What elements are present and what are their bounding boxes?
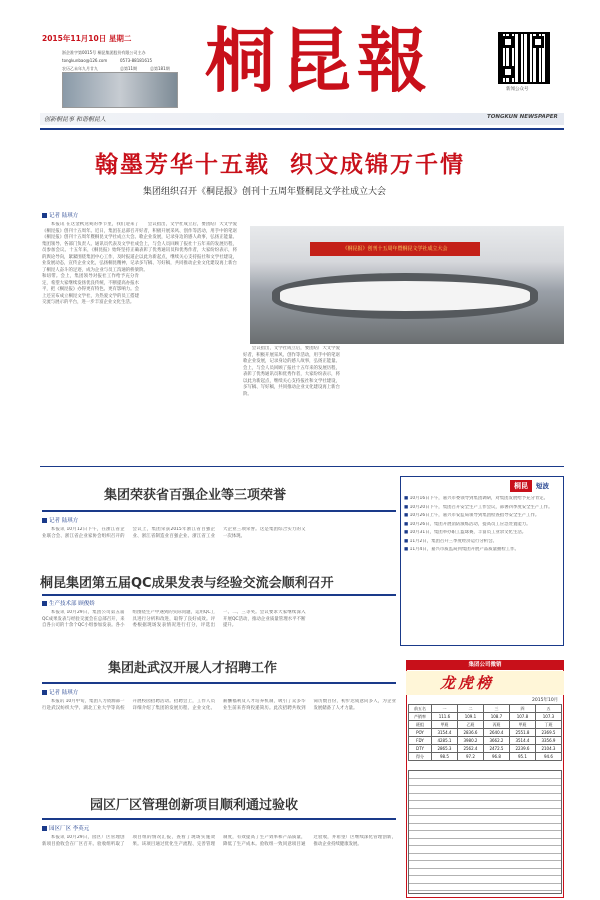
table-row: 班组 甲班 乙班 丙班 甲班 丁班 bbox=[409, 721, 562, 729]
qr-corner bbox=[502, 66, 514, 78]
story-3-byline: 记者 陆琪方 bbox=[42, 688, 78, 696]
meeting-banner: 《桐昆报》创刊十五周年暨桐昆文学社成立大会 bbox=[310, 242, 480, 256]
story-3-text: 本报讯 10月中旬，集团人力资源部一行赴武汉纺织大学、湖北工业大学等高校开展校园招聘活动。招聘会上，工作人员详细介绍了集团的发展历程、企业文化、薪酬福利及人才培养机制，吸引了众多毕业生前来咨询投递简历。此次招聘共收到简历数百份，初步达成意向多人，为企业发展储备了人才力量。 bbox=[42, 699, 396, 711]
lead-byline: 记者 陆琪方 bbox=[42, 211, 78, 219]
total-issue-number: 总第181期 bbox=[150, 66, 170, 71]
brief-label: 桐昆 bbox=[510, 480, 532, 492]
story-1-headline: 集团荣获省百强企业等三项荣誉 bbox=[104, 488, 287, 503]
story-2-headline: 桐昆集团第五届QC成果发表与经验交流会顺利召开 bbox=[40, 576, 334, 591]
story-2-text: 本报讯 10月29日，集团公司第五届QC成果发表与经验交流会在总部召开，来自各公司的十余个QC小组参加发表。各小组围绕生产中遇到的实际问题，运用QC工具进行分析和改进，取得了良好成效。评委根据现场发表情况进行打分，评选出一、二、三等奖。会议要求大家继续深入开展QC活动，推动企业质量管理水平不断提升。 bbox=[42, 610, 306, 628]
issue-date: 2015年11月10日 星期二 bbox=[42, 34, 132, 43]
newspaper-logo: 桐昆報 bbox=[205, 19, 433, 102]
brief-item: ■ 11月4日，嘉兴市质监局到集团开展产品质量抽检工作。 bbox=[404, 547, 519, 552]
lead-text-column-2: 会议指出，文学社成立后，要团结广大文学爱好者，积极开展采风、创作等活动，用手中的笔讴歌企业发展，记录身边的感人故事，弘扬正能量。会上，与会人员回顾了报社十五年来的发展历程，表彰了优秀通讯员和优秀作者，大家纷纷表示，将以此为新起点，继续关心支持报社和文学社建设，多写稿、写好稿，共同推动企业文化建设再上新台阶。 bbox=[139, 222, 237, 273]
brief-tag: 短波 bbox=[536, 482, 549, 490]
brief-list bbox=[404, 496, 560, 642]
slogan: 创新桐昆事 和谐桐昆人 bbox=[44, 116, 106, 123]
story-4-text: 本报讯 10月29日，园区厂区管理创新项目验收会在厂区召开。验收组听取了项目组的情况汇报，查看了现场实施效果。该项目通过优化生产流程、完善管理制度，有效提高了生产效率和产品质量，降低了生产成本。验收组一致同意项目通过验收，并希望厂区继续深化管理创新，推动企业持续健康发展。 bbox=[42, 835, 396, 847]
brief-item: ■ 11月2日，集团召开三季度经济运行分析会。 bbox=[404, 538, 497, 544]
story-4-headline: 园区厂区管理创新项目顺利通过验收 bbox=[90, 798, 299, 813]
brief-item: ■ 10月26日上午，嘉兴市安监局领导到集团检查指导安全生产工作。 bbox=[404, 513, 540, 518]
story-4-rule bbox=[42, 818, 396, 820]
english-title: TONGKUN NEWSPAPER bbox=[487, 114, 558, 120]
lead-rule bbox=[40, 466, 564, 467]
brief-item: ■ 10月31日，集团举办职工篮球赛，丰富员工业余文化生活。 bbox=[404, 530, 527, 535]
story-3-headline: 集团赴武汉开展人才招聘工作 bbox=[108, 661, 278, 676]
table-row: 前五名 一 二 三 四 五 bbox=[409, 705, 562, 713]
lead-text-column-1: 本报讯 在这金秋送爽的季节里，我们迎来了《桐昆报》创刊十五周年。近日，集团在总部召开《桐昆报》创刊十五周年暨桐昆文学社成立大会。集团领导、各部门负责人、通讯员代表及文学社成员参加会议。十五年来，《桐昆报》始终坚持正确的舆论导向，紧紧围绕集团中心工作，及时报道企业发展动态，宣传企业文化，弘扬桐昆精神，记录了桐昆人奋斗的足迹，成为企业与员工沟通的桥梁和纽带。会上，集团领导对报社工作给予充分肯定，希望大家继续发扬优良传统，不断提高办报水平，把《桐昆报》办得更有特色、更有影响力。会上还宣布成立桐昆文学社，为热爱文学的员工搭建交流与展示的平台，进一步丰富企业文化生活。 bbox=[42, 222, 139, 305]
brief-item: ■ 10月26日，集团开展消防演练活动，提高员工应急处置能力。 bbox=[404, 521, 531, 527]
story-1-rule bbox=[42, 510, 396, 512]
story-4-byline: 园区厂区 李英元 bbox=[42, 824, 89, 832]
conference-table bbox=[280, 281, 530, 311]
brief-item: ■ 10月16日下午，嘉兴市委领导到集团调研，对集团发展给予充分肯定。 bbox=[404, 496, 549, 501]
lunar-date: 农历乙未年九月廿九 bbox=[62, 66, 98, 71]
brief-item: ■ 10月20日下午，集团召开安全生产工作会议，部署四季度安全生产工作。 bbox=[404, 504, 553, 510]
lead-text-column-3: 会议指出，文学社成立后，要团结广大文学爱好者，积极开展采风、创作等活动，用手中的笔讴歌企业发展，记录身边的感人故事，弘扬正能量。会上，与会人员回顾了报社十五年来的发展历程，表彰了优秀通讯员和优秀作者，大家纷纷表示，将以此为新起点，继续关心支持报社和文学社建设，多写稿、写好稿，共同推动企业文化建设再上新台阶。 bbox=[243, 346, 340, 397]
story-2-rule bbox=[42, 594, 396, 596]
factory-photo bbox=[62, 72, 178, 108]
table-row: POY 3154.4 2836.6 2640.4 2551.8 2369.5 bbox=[409, 729, 562, 737]
table-row: 得分 98.5 97.2 96.8 95.1 94.6 bbox=[409, 753, 562, 761]
story-2-byline: 生产技术部 顾俊娇 bbox=[42, 599, 95, 607]
table-row: 产销率 111.6 109.1 108.7 107.8 107.3 bbox=[409, 713, 562, 721]
ranking-table bbox=[408, 704, 562, 761]
qr-caption: 新闻公众号 bbox=[506, 87, 529, 92]
qr-corner bbox=[532, 36, 544, 48]
table-row: FDY 4285.1 3980.2 3662.2 3514.4 3356.9 bbox=[409, 737, 562, 745]
lead-subtitle: 集团组织召开《桐昆报》创刊十五周年暨桐昆文学社成立大会 bbox=[143, 187, 387, 197]
ranking-table-continuation bbox=[408, 770, 562, 894]
ranking-header-band: 集团公司微销 bbox=[406, 660, 564, 670]
slogan-band bbox=[40, 113, 564, 125]
story-3-rule bbox=[42, 682, 396, 684]
issue-number: 总第11期 bbox=[120, 66, 138, 71]
ranking-date: 2015年10月 bbox=[532, 698, 559, 703]
story-1-byline: 记者 陆琪方 bbox=[42, 516, 78, 524]
qr-corner bbox=[502, 36, 514, 48]
contact-email: tongkunbao@126.com bbox=[62, 58, 108, 63]
meeting-photo bbox=[250, 226, 564, 344]
contact-phone: 0573-88181615 bbox=[120, 58, 152, 63]
sponsor-info: 浙企准字第0015号 桐昆集团股份有限公司主办 bbox=[62, 50, 146, 55]
story-1-text: 本报讯 10月12日下午，在浙江省企业联合会、浙江省企业家协会组织召开的会议上，集团荣获2015年浙江省百强企业、浙江省制造业百强企业、浙江省工业大企业三项荣誉。这是集团综合实力的又一次体现。 bbox=[42, 527, 306, 539]
masthead-rule bbox=[40, 128, 564, 130]
table-row: DTY 2865.3 2562.4 2472.5 2239.6 2104.3 bbox=[409, 745, 562, 753]
ranking-title: 龙虎榜 bbox=[440, 674, 495, 692]
lead-headline: 翰墨芳华十五载 织文成锦万千情 bbox=[95, 151, 465, 178]
